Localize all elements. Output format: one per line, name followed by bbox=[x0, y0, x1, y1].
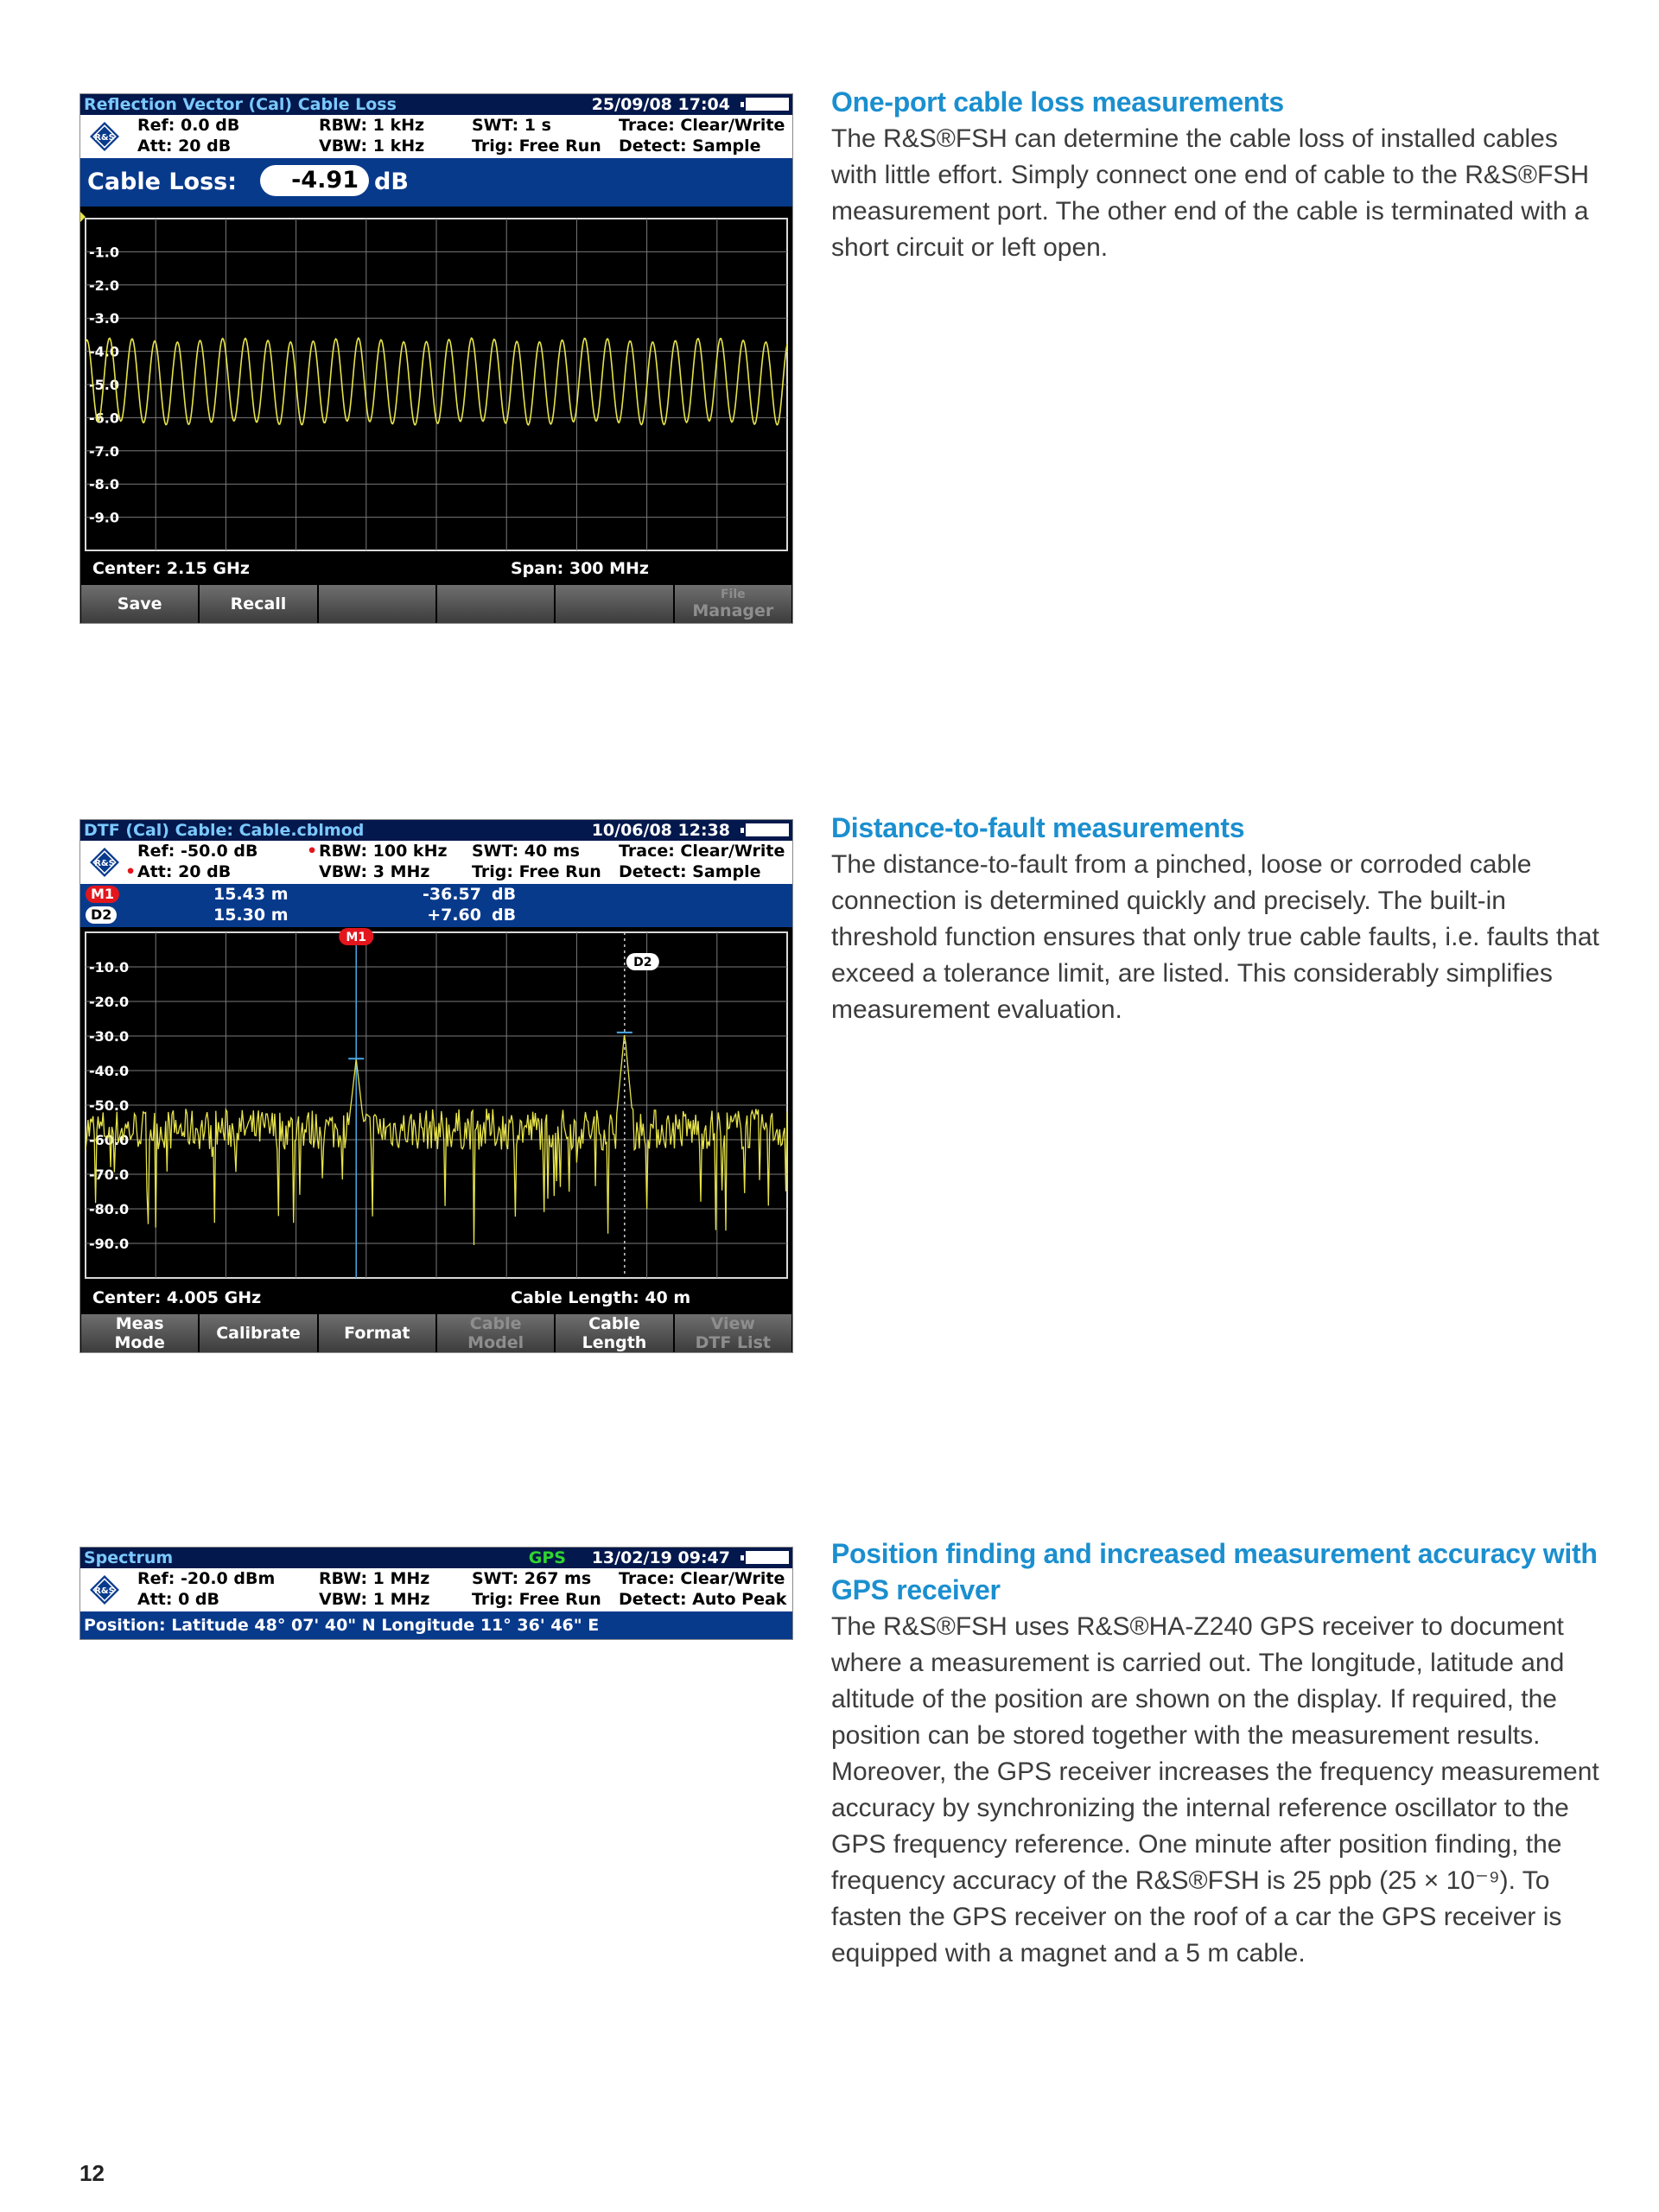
section-title-cable-loss: One-port cable loss measurements bbox=[831, 86, 1284, 118]
rbw: RBW: 100 kHz bbox=[319, 842, 448, 861]
y-tick-label: -10.0 bbox=[89, 959, 130, 976]
rs-logo-icon bbox=[89, 847, 120, 878]
y-tick-label: -6.0 bbox=[89, 410, 119, 427]
vbw: VBW: 1 MHz bbox=[319, 1590, 430, 1609]
y-tick-label: -8.0 bbox=[89, 476, 119, 493]
screen-title-bar bbox=[80, 1548, 792, 1568]
marker-m1-unit: dB bbox=[492, 885, 517, 904]
rbw-indicator-dot: • bbox=[307, 842, 318, 861]
screen-title-bar bbox=[80, 820, 792, 841]
cable-loss-label: Cable Loss: bbox=[87, 168, 238, 195]
softkey-label: Model bbox=[467, 1333, 524, 1352]
softkey-calibrate[interactable] bbox=[200, 1314, 316, 1352]
softkey-view-dtf-list[interactable] bbox=[675, 1314, 791, 1352]
ref-level: Ref: 0.0 dB bbox=[137, 116, 240, 135]
att-indicator-dot: • bbox=[125, 862, 137, 881]
svg-text:R&S: R&S bbox=[94, 1586, 115, 1596]
softkey-empty-5[interactable] bbox=[556, 585, 672, 623]
settings-panel bbox=[80, 115, 792, 158]
y-tick-label: -70.0 bbox=[89, 1166, 130, 1183]
attenuation: Att: 20 dB bbox=[137, 862, 232, 881]
y-tick-label: -50.0 bbox=[89, 1097, 130, 1114]
softkey-label: Recall bbox=[230, 594, 287, 613]
svg-text:R&S: R&S bbox=[94, 133, 115, 143]
marker-m1-badge-text: M1 bbox=[346, 931, 367, 944]
softkey-label: Mode bbox=[114, 1333, 165, 1352]
sweep-time: SWT: 267 ms bbox=[472, 1569, 592, 1588]
y-tick-label: -1.0 bbox=[89, 244, 119, 261]
page-number: 12 bbox=[79, 2160, 105, 2186]
marker-d2-value: +7.60 bbox=[427, 906, 481, 925]
softkey-format[interactable] bbox=[319, 1314, 435, 1352]
cable-loss-value: -4.91 bbox=[260, 165, 369, 196]
marker-readout-band bbox=[80, 884, 792, 927]
softkey-label: Length bbox=[582, 1333, 647, 1352]
marker-d2-unit: dB bbox=[492, 906, 517, 925]
cable-loss-readout-band bbox=[80, 158, 792, 207]
svg-text:R&S: R&S bbox=[94, 859, 115, 868]
y-tick-label: -80.0 bbox=[89, 1201, 130, 1217]
marker-m1-distance: 15.43 m bbox=[213, 885, 289, 904]
y-tick-label: -20.0 bbox=[89, 994, 130, 1010]
softkey-label: Meas bbox=[115, 1314, 164, 1333]
dtf-chart bbox=[80, 927, 793, 1285]
softkey-meas-mode[interactable] bbox=[81, 1314, 198, 1352]
detector: Detect: Sample bbox=[619, 862, 761, 881]
softkey-label: Cable bbox=[469, 1314, 522, 1333]
softkey-label: DTF List bbox=[695, 1333, 771, 1352]
softkey-empty-3[interactable] bbox=[319, 585, 435, 623]
marker-d2-badge-text: D2 bbox=[633, 956, 652, 969]
softkey-save[interactable] bbox=[81, 585, 198, 623]
marker-m1-value: -36.57 bbox=[423, 885, 481, 904]
settings-panel bbox=[80, 841, 792, 884]
softkey-cable-model[interactable] bbox=[437, 1314, 554, 1352]
softkey-label: Manager bbox=[692, 601, 774, 620]
section-title-dtf: Distance-to-fault measurements bbox=[831, 812, 1245, 843]
battery-icon bbox=[746, 98, 789, 111]
screen-title: Reflection Vector (Cal) Cable Loss bbox=[84, 95, 397, 114]
softkey-label: Format bbox=[344, 1324, 410, 1343]
center-frequency: Center: 2.15 GHz bbox=[92, 559, 250, 578]
softkey-recall[interactable] bbox=[200, 585, 316, 623]
attenuation: Att: 0 dB bbox=[137, 1590, 219, 1609]
trace-mode: Trace: Clear/Write bbox=[619, 1569, 785, 1588]
softkey-bar bbox=[80, 1313, 792, 1352]
softkey-label: Calibrate bbox=[216, 1324, 301, 1343]
y-tick-label: -9.0 bbox=[89, 509, 119, 526]
trigger: Trig: Free Run bbox=[472, 137, 601, 156]
battery-icon bbox=[746, 823, 789, 836]
softkey-bar bbox=[80, 583, 792, 623]
settings-panel bbox=[80, 1568, 792, 1611]
gps-indicator: GPS bbox=[528, 1548, 566, 1567]
softkey-label: Save bbox=[117, 594, 162, 613]
softkey-file-manager[interactable] bbox=[675, 585, 791, 623]
softkey-cable-length[interactable] bbox=[556, 1314, 672, 1352]
gps-screenshot bbox=[79, 1547, 793, 1640]
attenuation: Att: 20 dB bbox=[137, 137, 232, 156]
softkey-label: Cable bbox=[588, 1314, 640, 1333]
section-body-gps: The R&S®FSH uses R&S®HA-Z240 GPS receiver to document where a measurement is carried out. The longitude, latitude and altitude of the position are shown on the display. If required, the position can be stored together with the measurement results. Moreover, the GPS receiver increases the frequency measurement accuracy by synchronizing the internal reference oscillator to the GPS frequency reference. One minute after position finding, the frequency accuracy of the R&S®FSH is 25 ppb (25 × 10⁻⁹). To fasten the GPS receiver on the roof of a car the GPS receiver is equipped with a magnet and a 5 m cable. bbox=[831, 1612, 1599, 1967]
battery-icon bbox=[746, 1551, 789, 1564]
vbw: VBW: 3 MHz bbox=[319, 862, 430, 881]
section-body-dtf: The distance-to-fault from a pinched, loose or corroded cable connection is determined quickly and precisely. The built-in threshold function ensures that only true cable faults, i.e. faults that exceed a tolerance limit, are listed. This considerably simplifies measurement evaluation. bbox=[831, 850, 1599, 1024]
rbw: RBW: 1 kHz bbox=[319, 116, 425, 135]
screen-datetime: 25/09/08 17:04 bbox=[591, 95, 730, 114]
screen-title: Spectrum bbox=[84, 1548, 174, 1567]
y-tick-label: -4.0 bbox=[89, 343, 119, 360]
rs-logo-icon bbox=[89, 121, 120, 152]
rbw: RBW: 1 MHz bbox=[319, 1569, 430, 1588]
y-tick-label: -7.0 bbox=[89, 442, 119, 460]
section-title-gps: Position finding and increased measurement accuracy with GPS receiver bbox=[831, 1538, 1598, 1605]
dtf-footer bbox=[80, 1285, 792, 1313]
trace-mode: Trace: Clear/Write bbox=[619, 116, 785, 135]
rs-logo-icon bbox=[89, 1574, 120, 1605]
center-frequency: Center: 4.005 GHz bbox=[92, 1288, 262, 1307]
ref-level: Ref: -20.0 dBm bbox=[137, 1569, 276, 1588]
cable-loss-unit: dB bbox=[374, 168, 409, 195]
trigger: Trig: Free Run bbox=[472, 1590, 601, 1609]
y-tick-label: -30.0 bbox=[89, 1028, 130, 1045]
frequency-span: Span: 300 MHz bbox=[511, 559, 649, 578]
cable-length: Cable Length: 40 m bbox=[511, 1288, 691, 1307]
marker-d2-distance: 15.30 m bbox=[213, 906, 289, 925]
cable-loss-chart bbox=[80, 207, 793, 556]
softkey-label: File bbox=[720, 588, 746, 601]
sweep-time: SWT: 40 ms bbox=[472, 842, 580, 861]
softkey-empty-4[interactable] bbox=[437, 585, 554, 623]
cable-loss-screenshot bbox=[79, 93, 793, 624]
detector: Detect: Sample bbox=[619, 137, 761, 156]
y-tick-label: -90.0 bbox=[89, 1236, 130, 1252]
ref-level: Ref: -50.0 dB bbox=[137, 842, 258, 861]
dtf-plot bbox=[80, 927, 792, 1285]
y-tick-label: -40.0 bbox=[89, 1063, 130, 1079]
detector: Detect: Auto Peak bbox=[619, 1590, 787, 1609]
dtf-screenshot bbox=[79, 819, 793, 1353]
screen-title: DTF (Cal) Cable: Cable.cblmod bbox=[84, 821, 365, 840]
screen-datetime: 10/06/08 12:38 bbox=[591, 821, 730, 840]
trace-mode: Trace: Clear/Write bbox=[619, 842, 785, 861]
screen-title-bar bbox=[80, 94, 792, 115]
section-body-cable-loss: The R&S®FSH can determine the cable loss of installed cables with little effort. Simply connect one end of cable to the R&S®FSH measurement port. The other end of the cable is terminated with a short circuit or left open. bbox=[831, 124, 1589, 262]
marker-m1-badge: M1 bbox=[86, 886, 119, 903]
marker-d2-badge: D2 bbox=[86, 906, 117, 924]
vbw: VBW: 1 kHz bbox=[319, 137, 425, 156]
y-tick-label: -3.0 bbox=[89, 310, 119, 327]
y-tick-label: -60.0 bbox=[89, 1132, 130, 1148]
gps-position-band bbox=[80, 1611, 792, 1640]
cable-loss-plot bbox=[80, 207, 792, 556]
frequency-footer bbox=[80, 556, 792, 583]
softkey-label: View bbox=[710, 1314, 755, 1333]
trigger: Trig: Free Run bbox=[472, 862, 601, 881]
y-tick-label: -5.0 bbox=[89, 377, 119, 393]
y-tick-label: -2.0 bbox=[89, 276, 119, 294]
gps-position: Position: Latitude 48° 07' 40" N Longitude 11° 36' 46" E bbox=[84, 1616, 600, 1635]
sweep-time: SWT: 1 s bbox=[472, 116, 551, 135]
screen-datetime: 13/02/19 09:47 bbox=[591, 1548, 730, 1567]
